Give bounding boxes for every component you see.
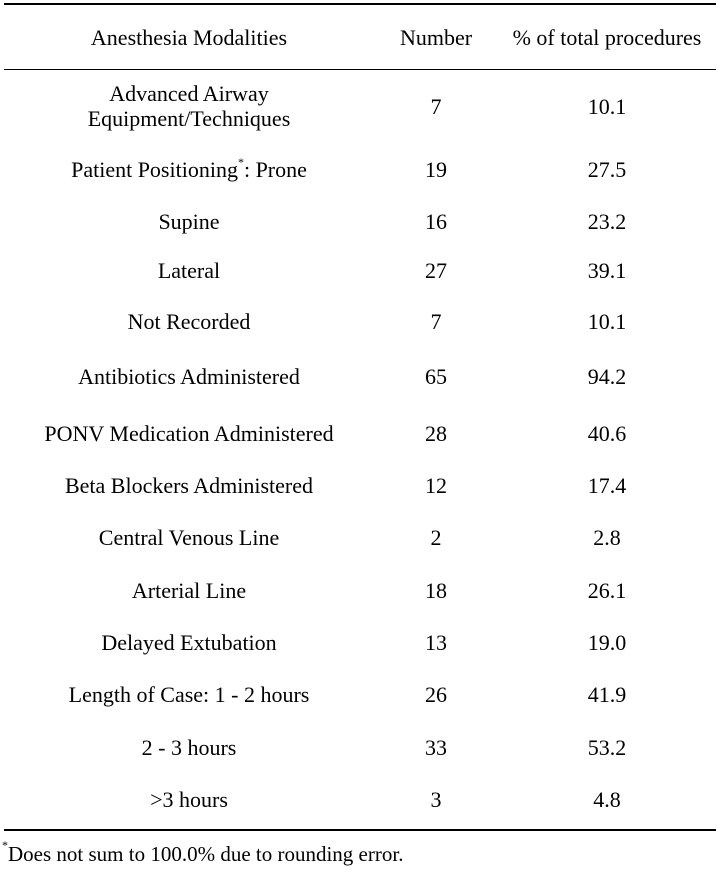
- row-label: Lateral: [157, 258, 221, 283]
- table-row: [0, 630, 720, 655]
- row-number: 7: [430, 93, 442, 119]
- table-row: [0, 525, 720, 550]
- table-row: [0, 209, 720, 234]
- row-number: 65: [425, 364, 447, 389]
- row-label: 2 - 3 hours: [141, 735, 237, 760]
- table-row: [0, 258, 720, 283]
- row-label: PONV Medication Administered: [44, 421, 334, 446]
- row-label-text: Advanced Airway Equipment/Techniques: [87, 81, 291, 131]
- row-number: 18: [425, 578, 447, 603]
- row-percent: 19.0: [587, 630, 627, 655]
- row-number: 3: [430, 787, 442, 812]
- table-row: [0, 787, 720, 812]
- row-label: Central Venous Line: [98, 525, 280, 550]
- table-row: [0, 309, 720, 334]
- header-modalities: Anesthesia Modalities: [90, 25, 288, 50]
- top-rule: [4, 3, 716, 5]
- row-label: Supine: [158, 209, 220, 234]
- footnote: [2, 838, 404, 866]
- row-number: 26: [425, 682, 447, 707]
- row-label: Antibiotics Administered: [78, 364, 300, 389]
- row-percent: 94.2: [587, 364, 627, 389]
- row-percent: 10.1: [587, 93, 627, 119]
- row-percent: 39.1: [587, 258, 627, 283]
- footnote-marker: *: [2, 838, 8, 852]
- row-percent: 53.2: [587, 735, 627, 760]
- row-number: 28: [425, 421, 447, 446]
- table-row: [0, 154, 720, 182]
- table-row: [0, 364, 720, 389]
- header-number: Number: [399, 25, 473, 50]
- row-number: 12: [425, 473, 447, 498]
- row-label: >3 hours: [150, 787, 228, 812]
- table-row: [0, 81, 720, 131]
- header-percent: % of total procedures: [512, 25, 702, 50]
- header-row: [0, 25, 720, 50]
- row-percent: 23.2: [587, 209, 627, 234]
- row-percent: 26.1: [587, 578, 627, 603]
- row-label: Delayed Extubation: [101, 630, 277, 655]
- row-percent: 17.4: [587, 473, 627, 498]
- table-row: [0, 682, 720, 707]
- table-row: [0, 421, 720, 446]
- row-label-text: Patient Positioning: [71, 157, 238, 182]
- row-label: [0, 81, 378, 131]
- row-percent: 41.9: [587, 682, 627, 707]
- row-number: 33: [425, 735, 447, 760]
- footnote-marker: *: [237, 154, 244, 169]
- row-number: 7: [430, 309, 442, 334]
- row-percent: 2.8: [593, 525, 621, 550]
- row-label-suffix: : Prone: [243, 157, 307, 182]
- row-percent: 40.6: [587, 421, 627, 446]
- row-label: Beta Blockers Administered: [64, 473, 314, 498]
- row-number: 19: [425, 157, 447, 182]
- row-percent: 10.1: [587, 309, 627, 334]
- row-number: 2: [430, 525, 442, 550]
- row-number: 16: [425, 209, 447, 234]
- row-percent: 27.5: [587, 157, 627, 182]
- bottom-rule: [4, 829, 716, 831]
- footnote-text: Does not sum to 100.0% due to rounding error.: [8, 842, 404, 866]
- row-number: 13: [425, 630, 447, 655]
- header-rule: [4, 69, 716, 70]
- row-number: 27: [425, 258, 447, 283]
- row-label: Not Recorded: [127, 309, 251, 334]
- row-label: Arterial Line: [131, 578, 247, 603]
- table-row: [0, 578, 720, 603]
- row-label: [0, 154, 378, 182]
- row-label: Length of Case: 1 - 2 hours: [68, 682, 310, 707]
- table-row: [0, 735, 720, 760]
- row-percent: 4.8: [593, 787, 621, 812]
- table-row: [0, 473, 720, 498]
